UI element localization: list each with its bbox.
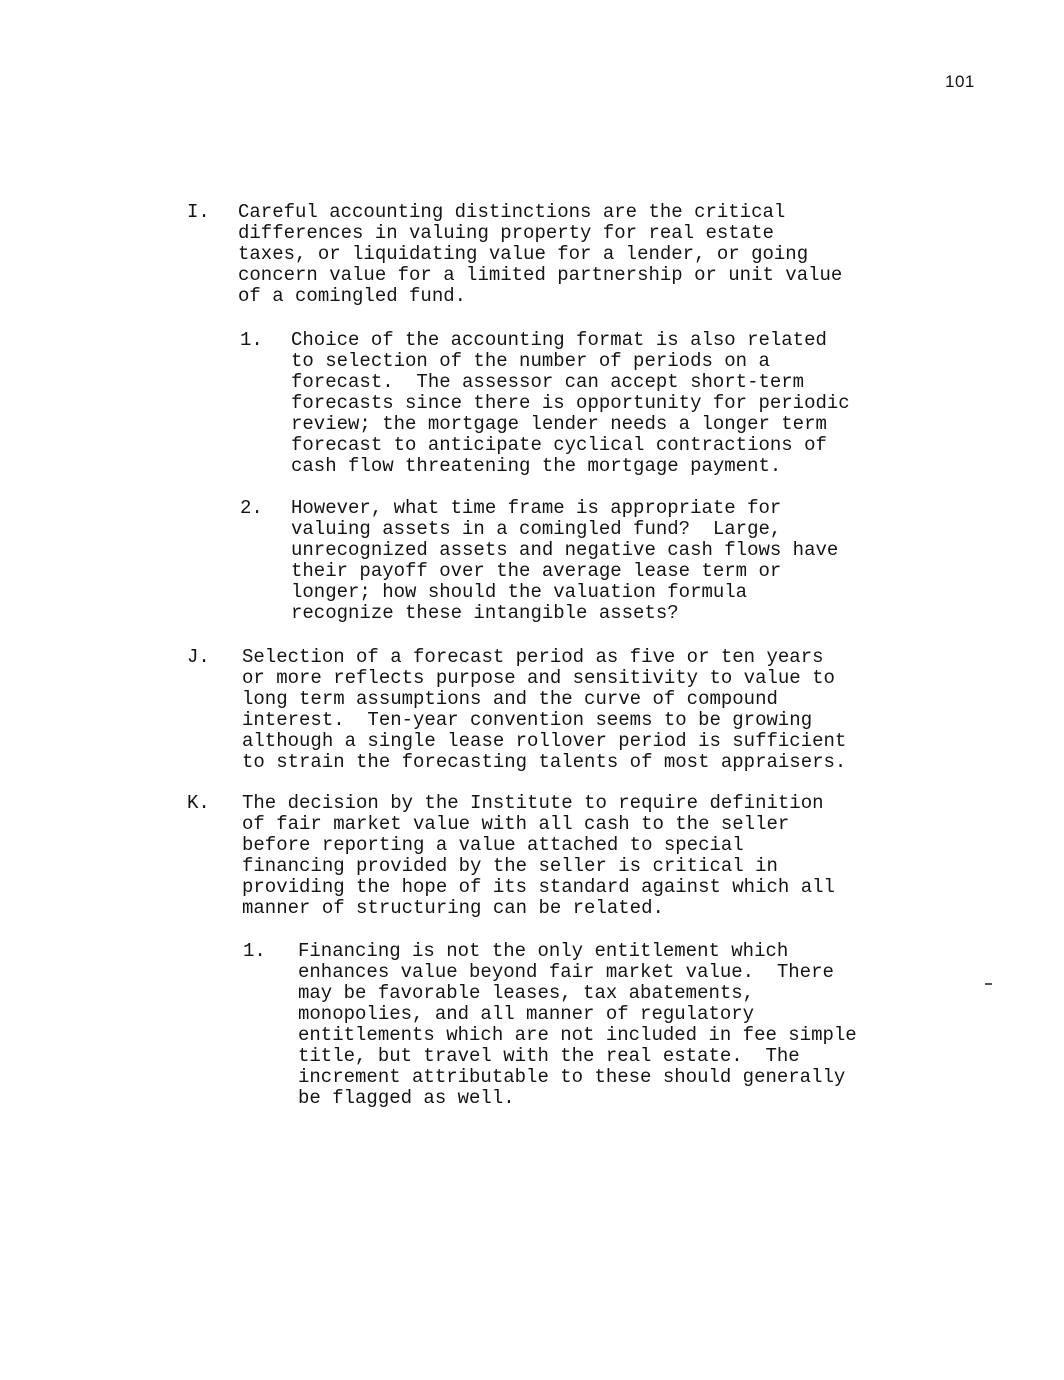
item-paragraph (242, 647, 846, 773)
text-line: of a comingled fund. (238, 285, 467, 307)
text-line: long term assumptions and the curve of compound (242, 688, 778, 710)
text-line: manner of structuring can be related. (242, 897, 664, 919)
text-line: although a single lease rollover period is sufficient (242, 730, 847, 752)
item-marker: J. (187, 646, 210, 668)
text-line: providing the hope of its standard against which all (242, 876, 835, 898)
text-line: of fair market value with all cash to the seller (242, 813, 790, 835)
text-line: interest. Ten-year convention seems to be growing (242, 709, 813, 731)
item-paragraph (238, 202, 842, 307)
text-line: forecast to anticipate cyclical contractions of (291, 434, 827, 456)
text-line: review; the mortgage lender needs a longer term (291, 413, 827, 435)
text-line: enhances value beyond fair market value. There (298, 961, 834, 983)
text-line: financing provided by the seller is critical in (242, 855, 778, 877)
text-line: Careful accounting distinctions are the critical (238, 201, 786, 223)
text-line: The decision by the Institute to require definition (242, 792, 824, 814)
text-line: Choice of the accounting format is also related (291, 329, 827, 351)
text-line: or more reflects purpose and sensitivity to value to (242, 667, 835, 689)
margin-mark (985, 983, 992, 985)
text-line: be flagged as well. (298, 1087, 515, 1109)
text-line: to selection of the number of periods on a (291, 350, 770, 372)
text-line: their payoff over the average lease term or (291, 560, 782, 582)
item-paragraph (291, 330, 850, 477)
page-number: 101 (945, 72, 975, 91)
item-marker: 2. (240, 497, 263, 519)
text-line: cash flow threatening the mortgage payment. (291, 455, 782, 477)
text-line: monopolies, and all manner of regulatory (298, 1003, 755, 1025)
text-line: forecasts since there is opportunity for periodic (291, 392, 850, 414)
text-line: longer; how should the valuation formula (291, 581, 748, 603)
item-paragraph (298, 941, 857, 1109)
item-paragraph (242, 793, 835, 919)
text-line: to strain the forecasting talents of most appraisers. (242, 751, 847, 773)
item-paragraph (291, 498, 838, 624)
item-marker: 1. (240, 329, 263, 351)
text-line: valuing assets in a comingled fund? Large, (291, 518, 782, 540)
text-line: entitlements which are not included in fee simple (298, 1024, 857, 1046)
text-line: taxes, or liquidating value for a lender, or going (238, 243, 809, 265)
text-line: Financing is not the only entitlement which (298, 940, 789, 962)
text-line: However, what time frame is appropriate for (291, 497, 782, 519)
text-line: before reporting a value attached to special (242, 834, 744, 856)
text-line: concern value for a limited partnership or unit value (238, 264, 843, 286)
text-line: differences in valuing property for real estate (238, 222, 774, 244)
text-line: increment attributable to these should generally (298, 1066, 846, 1088)
text-line: recognize these intangible assets? (291, 602, 679, 624)
text-line: may be favorable leases, tax abatements, (298, 982, 755, 1004)
text-line: title, but travel with the real estate. The (298, 1045, 800, 1067)
item-marker: K. (187, 792, 210, 814)
text-line: forecast. The assessor can accept short-term (291, 371, 805, 393)
text-line: Selection of a forecast period as five or ten years (242, 646, 824, 668)
text-line: unrecognized assets and negative cash flows have (291, 539, 839, 561)
item-marker: I. (187, 201, 210, 223)
item-marker: 1. (243, 940, 266, 962)
